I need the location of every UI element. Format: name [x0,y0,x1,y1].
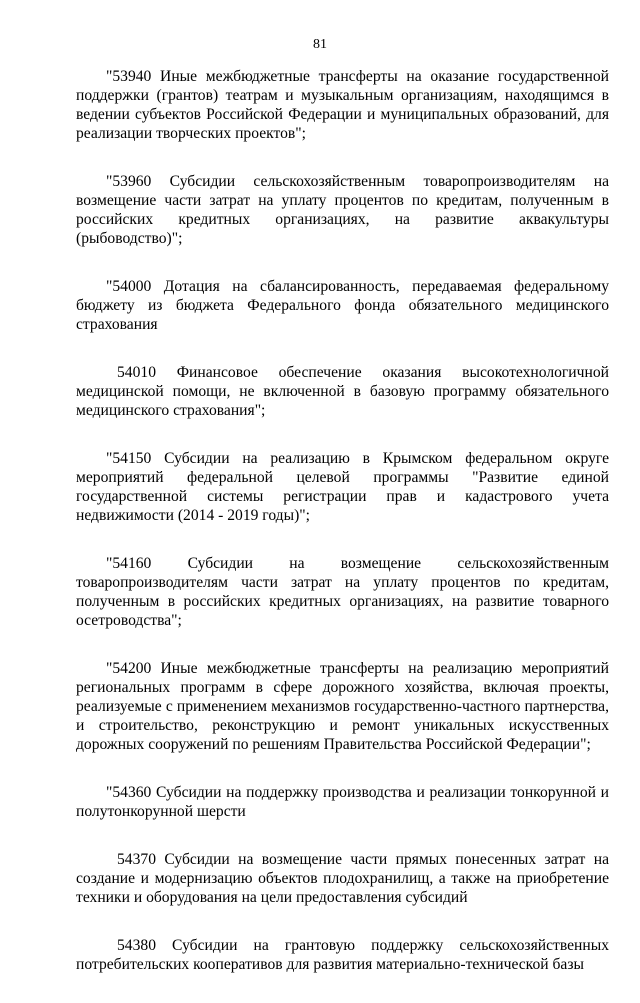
paragraph-54160: "54160 Субсидии на возмещение сельскохозяйственным товаропроизводителям части затрат на уплату процентов по кредитам, полученным в российских кредитных организациях, на развитие товарного осетроводства"; [76,555,609,629]
paragraph-54200: "54200 Иные межбюджетные трансферты на реализацию мероприятий региональных программ в сфере дорожного хозяйства, включая проекты, реализуемые с применением механизмов государственно-частного партнерства, и строительство, реконструкцию и ремонт уникальных искусственных дорожных сооружений по решениям Правительства Российской Федерации"; [76,660,609,753]
paragraph-54010: 54010 Финансовое обеспечение оказания высокотехнологичной медицинской помощи, не включенной в базовую программу обязательного медицинского страхования"; [76,364,609,419]
paragraph-54150: "54150 Субсидии на реализацию в Крымском федеральном округе мероприятий федеральной целевой программы "Развитие единой государственной системы регистрации прав и кадастрового учета недвижимости (2014 - 2019 годы)"; [76,450,609,524]
paragraph-54380: 54380 Субсидии на грантовую поддержку сельскохозяйственных потребительских кооперативов для развития материально-технической базы [76,937,609,973]
page-number: 81 [313,37,327,52]
document-body [76,67,609,1003]
paragraph-54000: "54000 Дотация на сбалансированность, передаваемая федеральному бюджету из бюджета Федерального фонда обязательного медицинского страхования [76,278,609,333]
paragraph-53940: "53940 Иные межбюджетные трансферты на оказание государственной поддержки (грантов) театрам и музыкальным организациям, находящимся в ведении субъектов Российской Федерации и муниципальных образований, для реализации творческих проектов"; [76,68,609,142]
paragraph-54370: 54370 Субсидии на возмещение части прямых понесенных затрат на создание и модернизацию объектов плодохранилищ, а также на приобретение техники и оборудования на цели предоставления субсидий [76,851,609,906]
paragraph-54360: "54360 Субсидии на поддержку производства и реализации тонкорунной и полутонкорунной шерсти [76,784,609,820]
paragraph-53960: "53960 Субсидии сельскохозяйственным товаропроизводителям на возмещение части затрат на уплату процентов по кредитам, полученным в российских кредитных организациях, на развитие аквакультуры (рыбоводство)"; [76,173,609,247]
